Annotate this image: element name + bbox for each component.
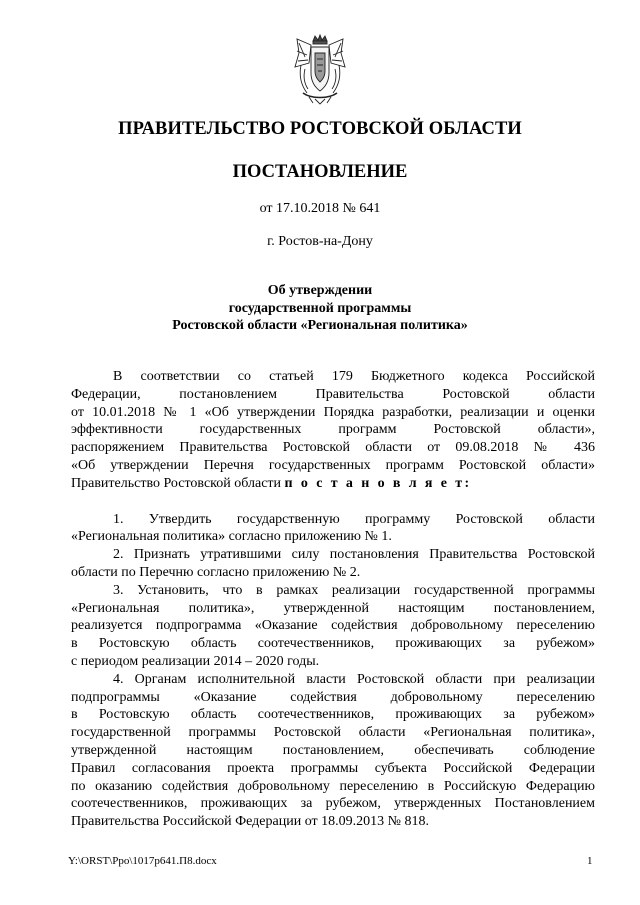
item-line: реализуется подпрограмма «Оказание содействия добровольному переселению: [71, 618, 595, 634]
item-line: государственной программы Ростовской области «Региональная политика»,: [71, 725, 595, 741]
page-number: 1: [587, 855, 593, 867]
item-line: 1. Утвердить государственную программу Ростовской области: [113, 511, 595, 527]
document-subject: [0, 282, 640, 335]
preamble-final-line: [71, 475, 595, 493]
decree-word: п о с т а н о в л я е т:: [284, 475, 472, 491]
item-line: Правительства Российской Федерации от 18.09.2013 № 818.: [71, 814, 430, 830]
item-line: «Региональная политика», утвержденной настоящим постановлением,: [71, 600, 595, 616]
item-line: в Ростовскую область соотечественников, проживающих за рубежом»: [71, 707, 595, 723]
item-line: по оказанию содействия добровольному переселению в Российскую Федерацию: [71, 778, 595, 794]
document-body: [71, 368, 595, 831]
item-line: Правил согласования проекта программы субъекта Российской Федерации: [71, 760, 595, 776]
coat-of-arms-icon: [291, 33, 349, 105]
subject-line: Об утверждении: [267, 283, 373, 298]
item-line: области по Перечню согласно приложению № 2.: [71, 564, 361, 580]
document-date-number: от 17.10.2018 № 641: [259, 201, 381, 216]
item-line: 2. Признать утратившими силу постановления Правительства Ростовской: [113, 547, 595, 563]
preamble-line: Федерации, постановлением Правительства Ростовской области: [71, 386, 595, 402]
item-line: утвержденной настоящим постановлением, обеспечивать соблюдение: [71, 742, 595, 758]
item-line: 3. Установить, что в рамках реализации государственной программы: [113, 582, 595, 598]
footer-file-path: Y:\ORST\Ppo\1017p641.П8.docx: [68, 855, 217, 867]
preamble-line: от 10.01.2018 № 1 «Об утверждении Порядка разработки, реализации и оценки: [71, 404, 595, 420]
document-type: ПОСТАНОВЛЕНИЕ: [232, 162, 408, 182]
item-line: с периодом реализации 2014 – 2020 годы.: [71, 653, 320, 669]
organization-title: ПРАВИТЕЛЬСТВО РОСТОВСКОЙ ОБЛАСТИ: [118, 119, 522, 139]
item-line: подпрограммы «Оказание содействия добровольному переселению: [71, 689, 595, 705]
preamble-line: распоряжением Правительства Ростовской области от 09.08.2018 № 436: [71, 440, 595, 456]
preamble-line: «Об утверждении Перечня государственных программ Ростовской области»: [71, 457, 595, 473]
document-city: г. Ростов-на-Дону: [267, 234, 373, 249]
subject-line: государственной программы: [228, 300, 412, 316]
preamble-line: В соответствии со статьей 179 Бюджетного кодекса Российской: [113, 369, 595, 384]
preamble-final-prefix: Правительство Ростовской области: [71, 475, 285, 491]
subject-line: Ростовской области «Региональная политика»: [172, 318, 468, 333]
preamble-line: эффективности государственных программ Ростовской области»,: [71, 422, 595, 438]
item-line: 4. Органам исполнительной власти Ростовской области при реализации: [113, 671, 595, 687]
item-line: в Ростовскую область соотечественников, проживающих за рубежом»: [71, 636, 595, 652]
item-line: «Региональная политика» согласно приложению № 1.: [71, 529, 392, 545]
item-line: соотечественников, проживающих за рубежом, утвержденных Постановлением: [71, 796, 595, 812]
